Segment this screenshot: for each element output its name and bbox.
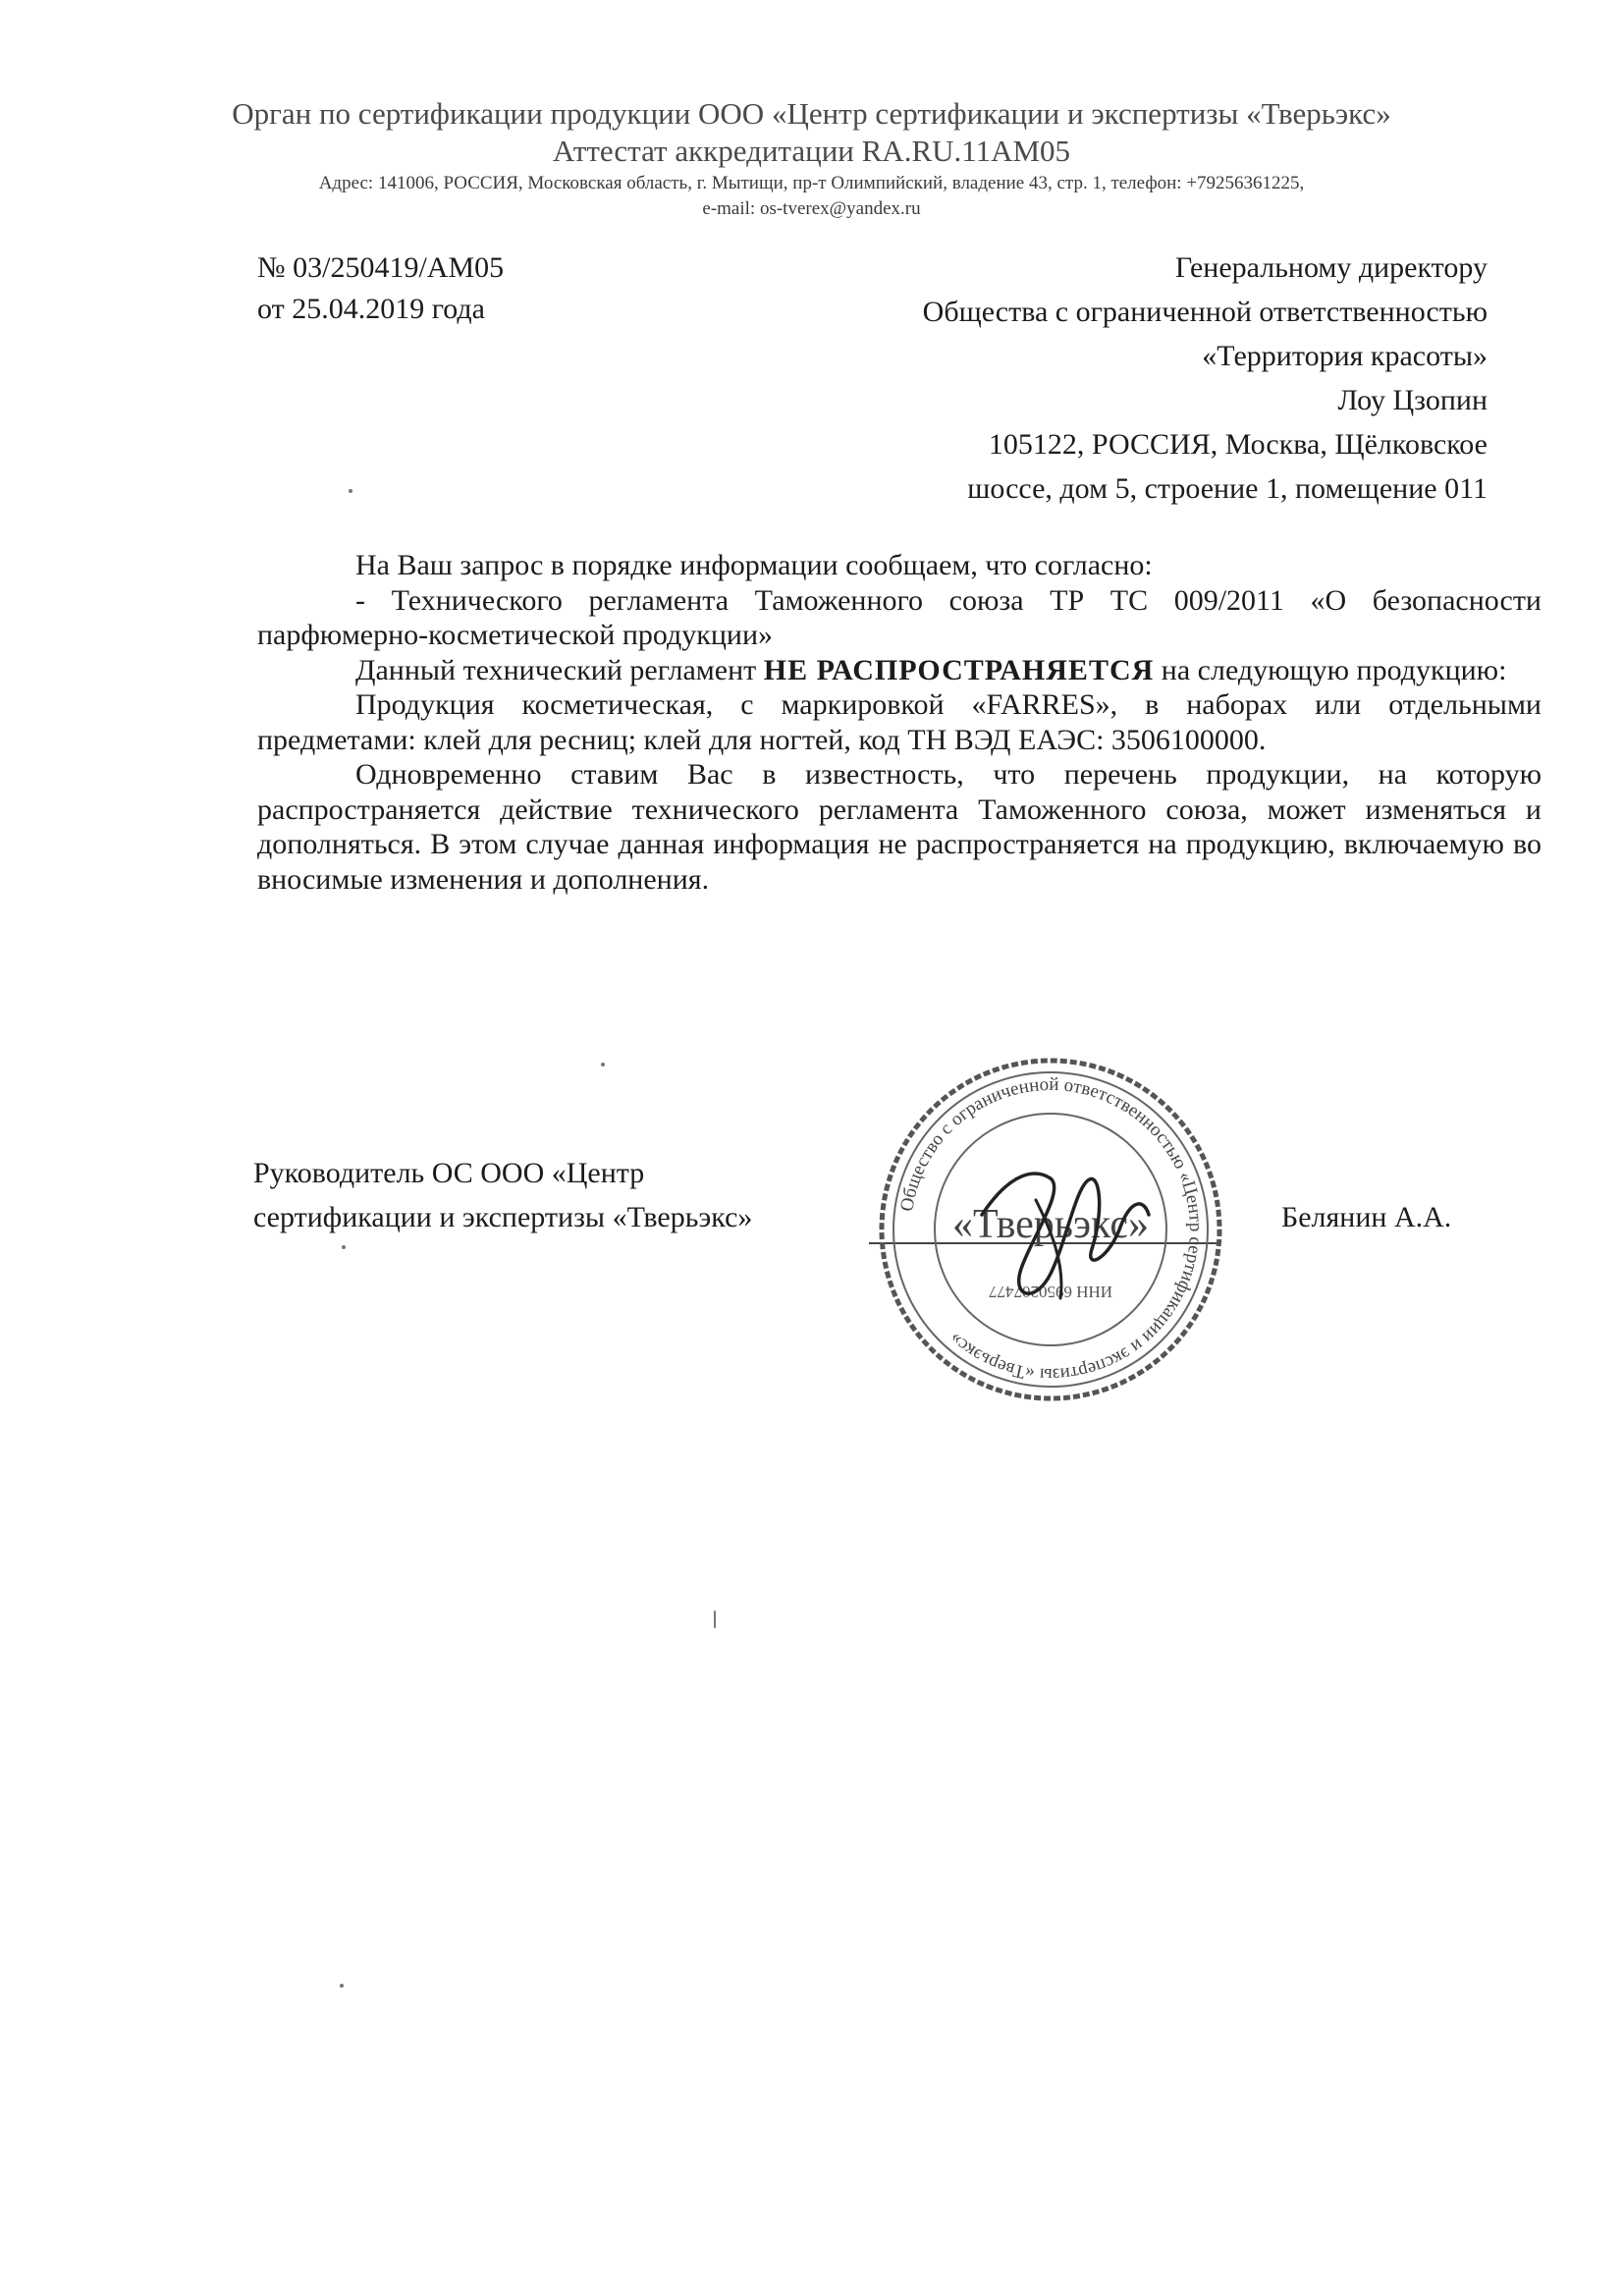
accreditation-line: Аттестат аккредитации RA.RU.11AM05 (552, 134, 1071, 168)
addressee-line-4: Лоу Цзопин (1337, 384, 1488, 416)
signatory-name: Белянин А.А. (1281, 1201, 1452, 1233)
seal-inn-text: ИНН 6950207477 (988, 1283, 1113, 1301)
body-paragraph-scope (257, 653, 1542, 688)
addressee-line-2: Общества с ограниченной ответственностью (922, 296, 1488, 328)
issuer-address: Адрес: 141006, РОССИЯ, Московская область, г. Мытищи, пр-т Олимпийский, владение 43, стр. 1, телефон: +79256361225, (318, 173, 1305, 193)
seal-center-text: «Тверьэкс» (952, 1202, 1149, 1247)
body-paragraph-regulation: - Технического регламента Таможенного союза ТР ТС 009/2011 «О безопасности парфюмерно-косметической продукции» (257, 583, 1542, 651)
addressee-line-5: 105122, РОССИЯ, Москва, Щёлковское (988, 428, 1488, 461)
scan-speck (601, 1063, 605, 1066)
scope-text-after: на следующую продукцию: (1154, 653, 1507, 686)
signatory-title-2: сертификации и экспертизы «Тверьэкс» (253, 1201, 753, 1233)
issuer-title: Орган по сертификации продукции ООО «Центр сертификации и экспертизы «Тверьэкс» (232, 96, 1391, 131)
issuer-email: e-mail: os-tverex@yandex.ru (702, 198, 921, 219)
scan-speck (349, 489, 352, 493)
scope-emphasis: НЕ РАСПРОСТРАНЯЕТСЯ (763, 653, 1155, 686)
letter-date: от 25.04.2019 года (257, 293, 485, 325)
addressee-line-3: «Территория красоты» (1202, 340, 1488, 372)
body-paragraph-intro: На Ваш запрос в порядке информации сообщаем, что согласно: (355, 549, 1153, 581)
letter-number: № 03/250419/AM05 (257, 251, 505, 284)
scope-text-before: Данный технический регламент (355, 653, 764, 686)
addressee-line-6: шоссе, дом 5, строение 1, помещение 011 (967, 472, 1488, 505)
body-paragraph-product: Продукция косметическая, с маркировкой «FARRES», в наборах или отдельными предметами: клей для ресниц; клей для ногтей, код ТН ВЭД ЕАЭС: 3506100000. (257, 688, 1542, 756)
seal-ring-text: Общество с ограниченной ответственностью «Центр сертификации и экспертизы «Тверьэкс» (896, 1073, 1207, 1386)
body-paragraph-notice: Одновременно ставим Вас в известность, что перечень продукции, на которую распространяется действие технического регламента Таможенного союза, может изменяться и дополняться. В этом случае данная информация не распространяется на продукцию, включаемую во вносимые изменения и дополнения. (257, 758, 1542, 896)
signatory-title-1: Руководитель ОС ООО «Центр (253, 1157, 645, 1189)
scan-speck (340, 1984, 344, 1988)
scan-speck (342, 1245, 346, 1249)
letter-body (257, 548, 1542, 897)
company-seal (864, 1053, 1237, 1406)
scan-speck (714, 1611, 716, 1628)
addressee-line-1: Генеральному директору (1174, 251, 1488, 284)
